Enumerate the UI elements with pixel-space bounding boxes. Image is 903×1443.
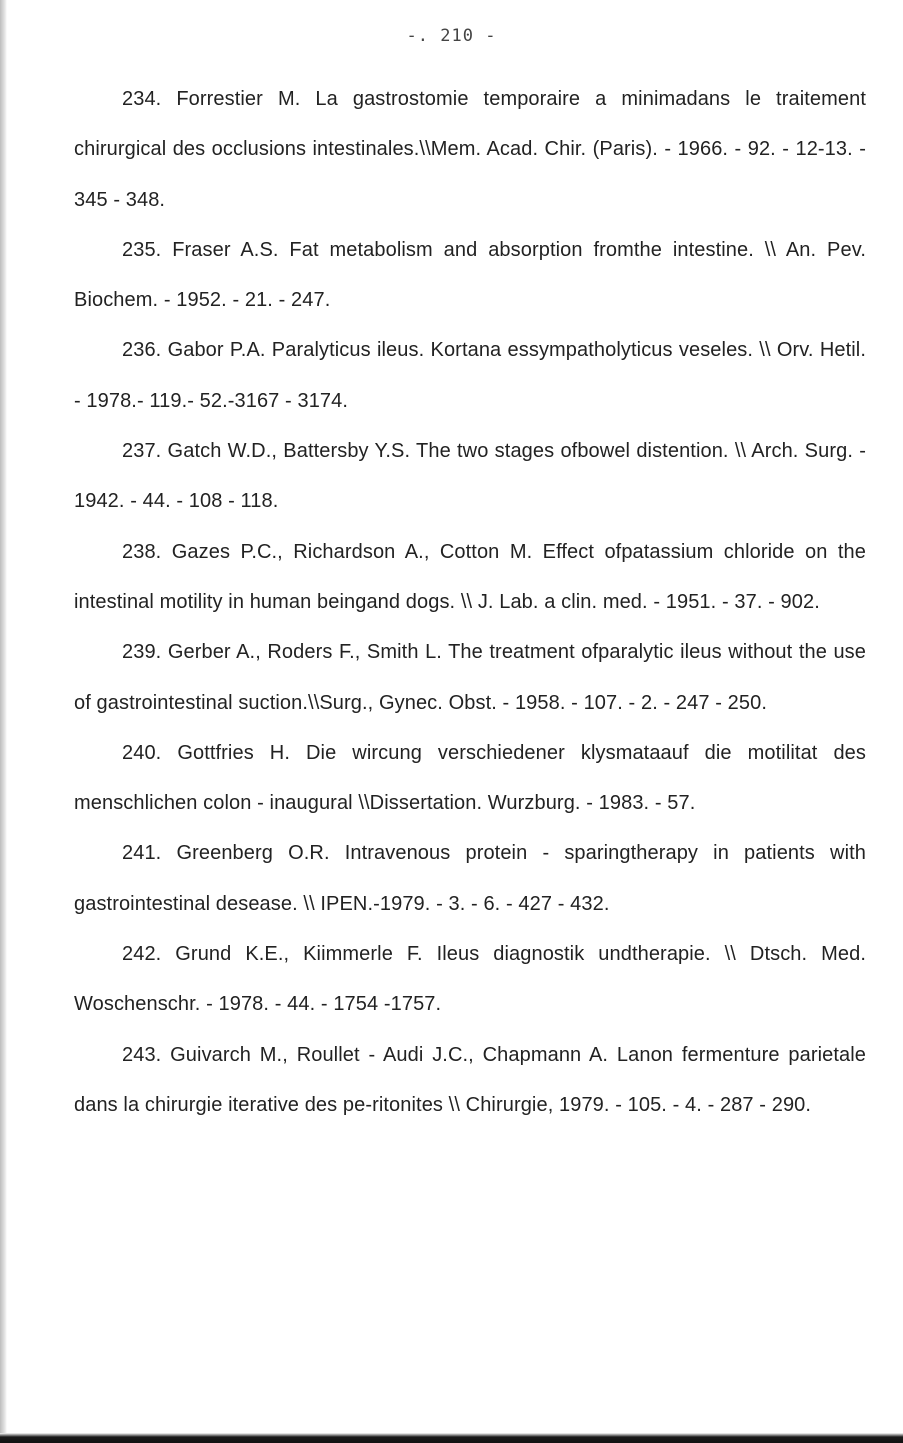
reference-243: 243. Guivarch M., Roullet - Audi J.C., Chapmann A. Lanon fermenture parietale dans la chirurgie iterative des pe-ritonites \\ Chirurgie, 1979. - 105. - 4. - 287 - 290. [74, 1043, 866, 1116]
scan-edge-shadow [0, 0, 7, 1443]
reference-241: 241. Greenberg O.R. Intravenous protein - sparingtherapy in patients with gastrointestinal desease. \\ IPEN.-1979. - 3. - 6. - 427 - 432. [74, 842, 866, 915]
reference-242: 242. Grund K.E., Kiimmerle F. Ileus diagnostik undtherapie. \\ Dtsch. Med. Woschenschr. - 1978. - 44. - 1754 -1757. [74, 943, 866, 1016]
reference-234: 234. Forrestier M. La gastrostomie temporaire a minimadans le traitement chirurgical des occlusions intestinales.\\Mem. Acad. Chir. (Paris). - 1966. - 92. - 12-13. - 345 - 348. [74, 88, 866, 211]
reference-240: 240. Gottfries H. Die wircung verschiedener klysmataauf die motilitat des menschlichen colon - inaugural \\Dissertation. Wurzburg. - 1983. - 57. [74, 741, 866, 815]
reference-236: 236. Gabor P.A. Paralyticus ileus. Kortana essympatholyticus veseles. \\ Orv. Hetil. - 1978.- 119.- 52.-3167 - 3174. [74, 339, 866, 412]
reference-235: 235. Fraser A.S. Fat metabolism and absorption fromthe intestine. \\ An. Pev. Biochem. - 1952. - 21. - 247. [74, 238, 866, 312]
reference-list [74, 74, 866, 1130]
scan-bottom-edge [0, 1433, 903, 1443]
reference-237: 237. Gatch W.D., Battersby Y.S. The two stages ofbowel distention. \\ Arch. Surg. - 1942. - 44. - 108 - 118. [74, 440, 866, 513]
reference-238: 238. Gazes P.C., Richardson A., Cotton M. Effect ofpatassium chloride on the intestinal motility in human beingand dogs. \\ J. Lab. a clin. med. - 1951. - 37. - 902. [74, 540, 866, 613]
reference-239: 239. Gerber A., Roders F., Smith L. The treatment ofparalytic ileus without the use of gastrointestinal suction.\\Surg., Gynec. Obst. - 1958. - 107. - 2. - 247 - 250. [74, 641, 866, 714]
page-number: -. 210 - [406, 26, 497, 46]
